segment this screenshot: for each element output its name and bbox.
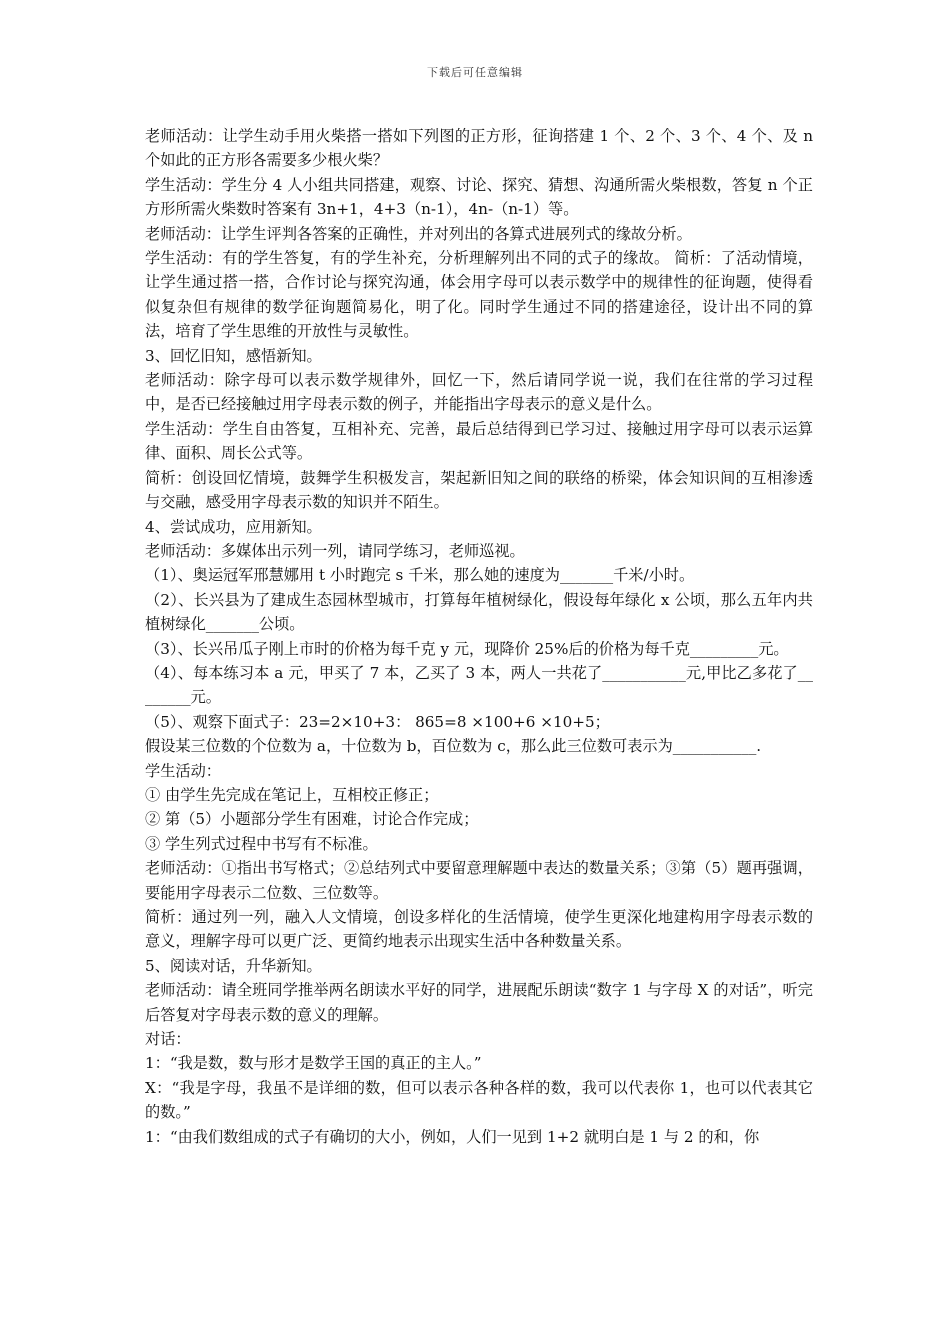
list-item: ② 第（5）小题部分学生有困难，讨论合作完成； xyxy=(145,810,479,829)
exercise-item: 假设某三位数的个位数为 a，十位数为 b，百位数为 c，那么此三位数可表示为___________. xyxy=(145,737,762,756)
paragraph: 学生活动： xyxy=(145,761,221,780)
dialogue-line: X：“我是字母，我虽不是详细的数，但可以表示各种各样的数，我可以代表你 1，也可以代表其它的数。” xyxy=(145,1078,813,1122)
section-heading: 3、回忆旧知，感悟新知。 xyxy=(145,346,322,365)
paragraph: 老师活动：请全班同学推举两名朗读水平好的同学，进展配乐朗读“数字 1 与字母 X 的对话”，听完后答复对字母表示数的意义的理解。 xyxy=(145,981,813,1024)
exercise-item: （3）、长兴吊瓜子刚上市时的价格为每千克 y 元，现降价 25%后的价格为每千克_________元。 xyxy=(145,639,789,658)
page-header: 下载后可任意编辑 xyxy=(427,66,523,79)
document-body xyxy=(145,124,813,1149)
paragraph: 学生活动：学生分 4 人小组共同搭建，观察、讨论、探究、猜想、沟通所需火柴根数，答复 n 个正方形所需火柴数时答案有 3n+1，4+3（n-1），4n-（n-1）等。 xyxy=(145,175,813,219)
paragraph: 对话： xyxy=(145,1030,191,1049)
exercise-item: （5）、观察下面式子：23=2×10+3： 865=8 ×100+6 ×10+5； xyxy=(145,712,610,731)
list-item: ① 由学生先完成在笔记上，互相校正修正； xyxy=(145,785,439,804)
paragraph: 老师活动：让学生评判各答案的正确性，并对列出的各算式进展列式的缘故分析。 xyxy=(145,224,692,243)
section-heading: 5、阅读对话，升华新知。 xyxy=(145,956,322,975)
exercise-item: （4）、每本练习本 a 元，甲买了 7 本，乙买了 3 本，两人一共花了___________元,甲比乙多花了________元。 xyxy=(145,663,813,707)
list-item: ③ 学生列式过程中书写有不标准。 xyxy=(145,834,378,853)
paragraph: 学生活动：学生自由答复，互相补充、完善，最后总结得到已学习过、接触过用字母可以表示运算律、面积、周长公式等。 xyxy=(145,419,813,463)
section-heading: 4、尝试成功，应用新知。 xyxy=(145,517,322,536)
exercise-item: （1）、奥运冠军邢慧娜用 t 小时跑完 s 千米，那么她的速度为_______千米/小时。 xyxy=(145,566,695,585)
paragraph: 老师活动：多媒体出示列一列，请同学练习，老师巡视。 xyxy=(145,541,525,560)
paragraph: 简析：通过列一列，融入人文情境，创设多样化的生活情境，使学生更深化地建构用字母表示数的意义，理解字母可以更广泛、更简约地表示出现实生活中各种数量关系。 xyxy=(145,908,813,951)
paragraph: 老师活动：让学生动手用火柴搭一搭如下列图的正方形，征询搭建 1 个、2 个、3 个、4 个、及 n 个如此的正方形各需要多少根火柴？ xyxy=(145,127,813,170)
paragraph: 学生活动：有的学生答复，有的学生补充，分析理解列出不同的式子的缘故。 简析：了活动情境，让学生通过搭一搭，合作讨论与探究沟通，体会用字母可以表示数学中的规律性的征询题，使得看似复杂但有规律的数学征询题简易化，明了化。同时学生通过不同的搭建途径，设计出不同的算法，培育了学生思维的开放性与灵敏性。 xyxy=(145,249,813,341)
paragraph: 简析：创设回忆情境，鼓舞学生积极发言，架起新旧知之间的联络的桥梁，体会知识间的互相渗透与交融，感受用字母表示数的知识并不陌生。 xyxy=(145,468,813,512)
dialogue-line: 1：“由我们数组成的式子有确切的大小，例如，人们一见到 1+2 就明白是 1 与 2 的和，你 xyxy=(145,1127,760,1146)
paragraph: 老师活动：除字母可以表示数学规律外，回忆一下，然后请同学说一说，我们在往常的学习过程中，是否已经接触过用字母表示数的例子，并能指出字母表示的意义是什么。 xyxy=(145,371,813,414)
exercise-item: （2）、长兴县为了建成生态园林型城市，打算每年植树绿化，假设每年绿化 x 公顷，那么五年内共植树绿化_______公顷。 xyxy=(145,590,813,634)
dialogue-line: 1：“我是数，数与形才是数学王国的真正的主人。” xyxy=(145,1054,482,1073)
paragraph: 老师活动：①指出书写格式；②总结列式中要留意理解题中表达的数量关系；③第（5）题再强调，要能用字母表示二位数、三位数等。 xyxy=(145,859,813,902)
